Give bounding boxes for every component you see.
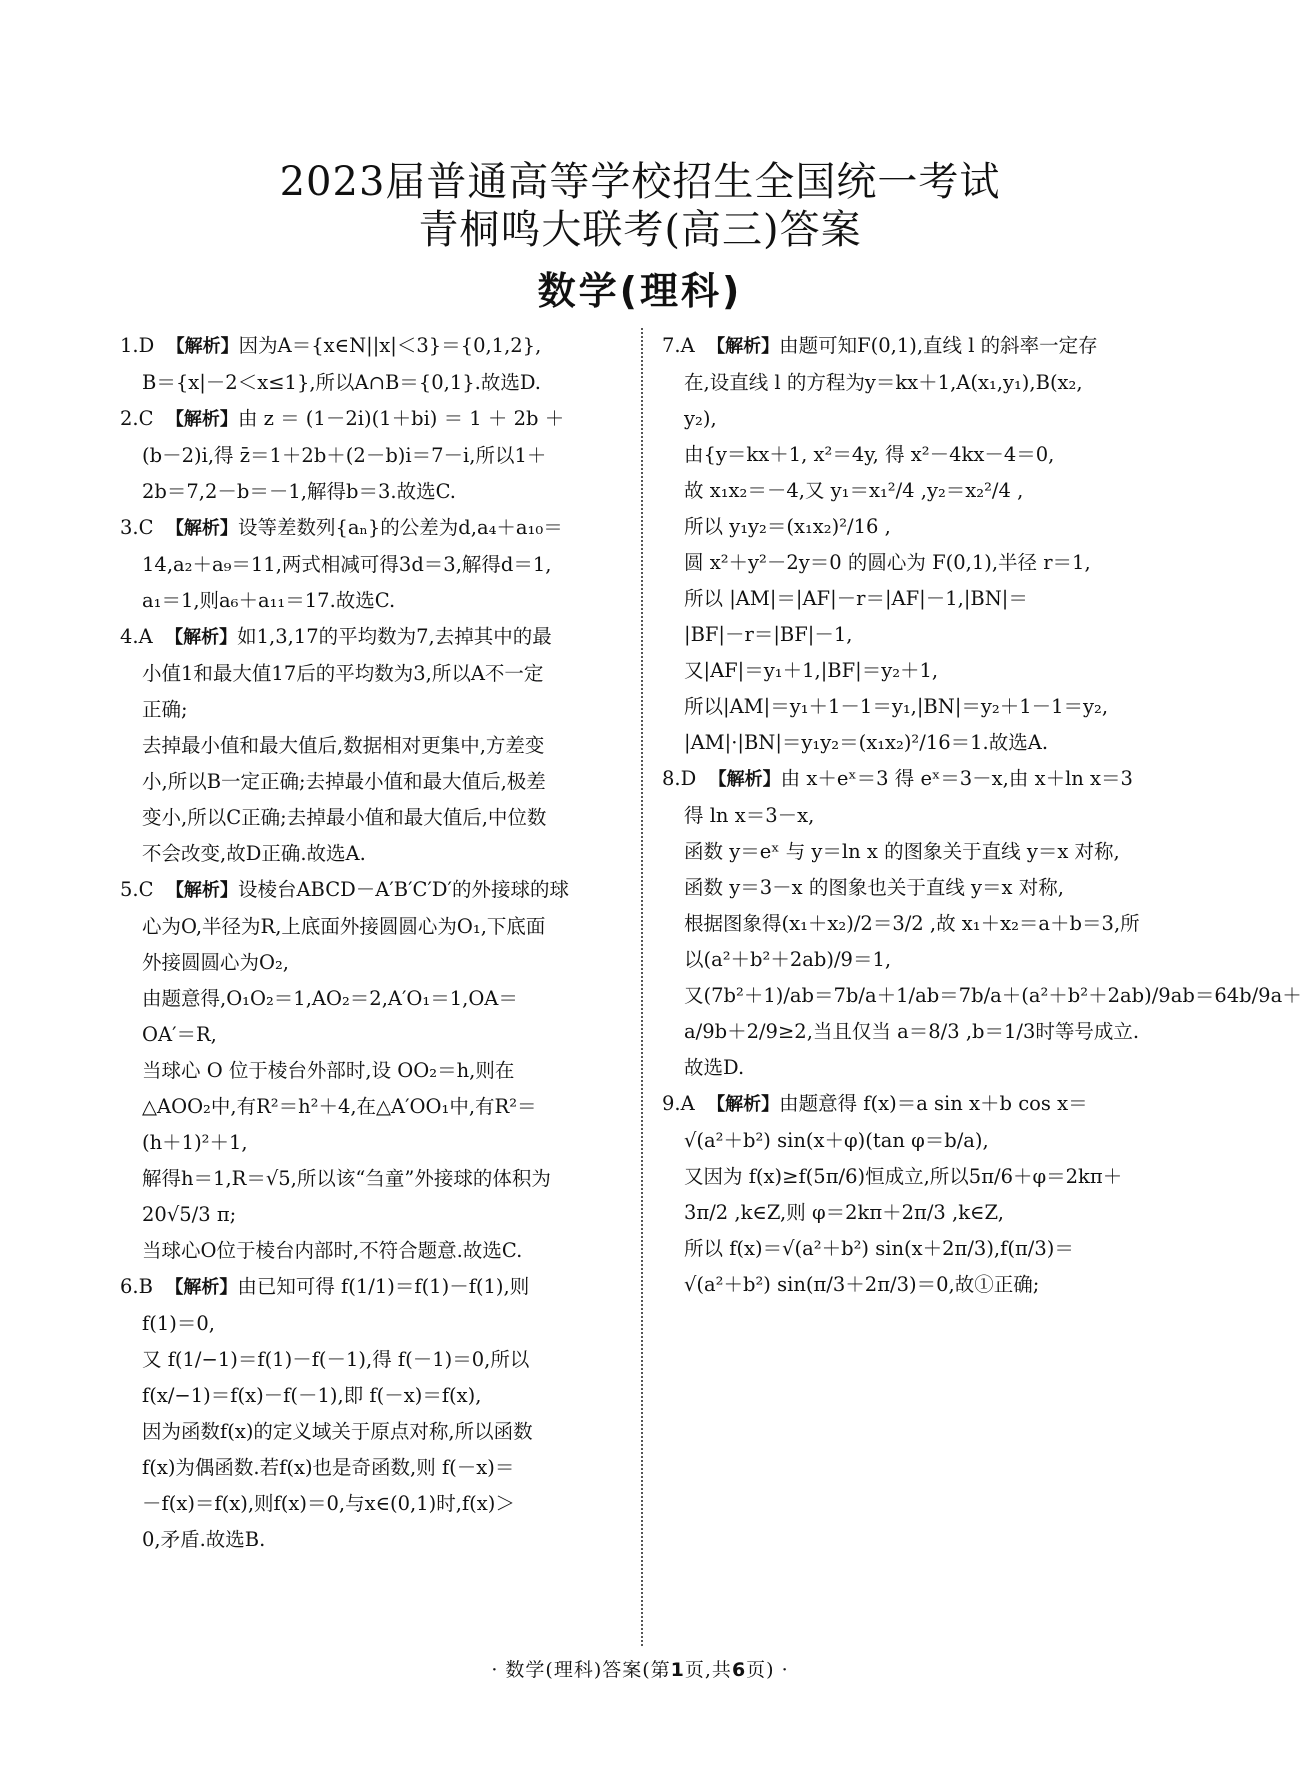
answer-item — [120, 401, 620, 510]
right-column — [662, 328, 1302, 1628]
answer-line: (b－2)i,得 z̄＝1＋2b＋(2－b)i＝7－i,所以1＋ — [142, 444, 547, 467]
answer-text: 因为A＝{x∈N||x|＜3}＝{0,1,2}, — [238, 334, 542, 357]
analysis-tag: 【解析】 — [166, 336, 239, 357]
answer-line: |AM|·|BN|＝y₁y₂＝(x₁x₂)²/16＝1.故选A. — [684, 731, 1049, 754]
analysis-tag: 【解析】 — [707, 1094, 780, 1115]
answer-item — [662, 761, 1302, 1086]
answer-line: 所以|AM|＝y₁＋1－1＝y₁,|BN|＝y₂＋1－1＝y₂, — [684, 695, 1109, 718]
answer-number: 8.D — [662, 767, 697, 790]
answer-text: 由题可知F(0,1),直线 l 的斜率一定存 — [779, 334, 1098, 357]
answer-line: 20√5/3 π; — [142, 1203, 237, 1226]
analysis-tag: 【解析】 — [165, 518, 238, 539]
answer-line: 函数 y＝3－x 的图象也关于直线 y＝x 对称, — [684, 876, 1064, 899]
answer-line: 所以 |AM|＝|AF|－r＝|AF|－1,|BN|＝ — [684, 587, 1028, 610]
answer-line: 圆 x²＋y²－2y＝0 的圆心为 F(0,1),半径 r＝1, — [684, 551, 1091, 574]
answer-text: 设等差数列{aₙ}的公差为d,a₄＋a₁₀＝ — [237, 516, 563, 539]
exam-subtitle: 青桐鸣大联考(高三)答案 — [418, 207, 862, 253]
answer-item — [120, 510, 620, 619]
column-divider — [641, 328, 643, 1646]
answer-first-line — [120, 872, 620, 909]
answer-line: f(1)＝0, — [142, 1312, 215, 1335]
footer-suffix: 页) · — [746, 1659, 789, 1681]
analysis-tag: 【解析】 — [707, 336, 780, 357]
answer-line: 以(a²＋b²＋2ab)/9＝1, — [684, 948, 892, 971]
answer-line: 3π/2 ,k∈Z,则 φ＝2kπ＋2π/3 ,k∈Z, — [684, 1201, 1004, 1224]
answer-line: 函数 y＝eˣ 与 y＝ln x 的图象关于直线 y＝x 对称, — [684, 840, 1120, 863]
answer-line: 因为函数f(x)的定义域关于原点对称,所以函数 — [142, 1420, 533, 1443]
answer-line: a/9b＋2/9≥2,当且仅当 a＝8/3 ,b＝1/3时等号成立. — [684, 1020, 1140, 1043]
analysis-tag: 【解析】 — [165, 627, 238, 648]
page-footer — [0, 1655, 1280, 1682]
answer-line: 由{y＝kx＋1, x²＝4y, 得 x²－4kx－4＝0, — [684, 443, 1055, 466]
answer-first-line — [662, 328, 1164, 365]
answer-line: △AOO₂中,有R²＝h²＋4,在△A′OO₁中,有R²＝ — [142, 1095, 537, 1118]
answer-item — [120, 619, 620, 872]
answer-item — [120, 328, 620, 401]
answer-line: B＝{x|－2＜x≤1},所以A∩B＝{0,1}.故选D. — [142, 371, 541, 394]
analysis-tag: 【解析】 — [165, 1277, 238, 1298]
answer-line: a₁＝1,则a₆＋a₁₁＝17.故选C. — [142, 589, 396, 612]
answer-number: 9.A — [662, 1092, 695, 1115]
answer-line: －f(x)＝f(x),则f(x)＝0,与x∈(0,1)时,f(x)＞ — [142, 1492, 515, 1515]
answer-line: 14,a₂＋a₉＝11,两式相减可得3d＝3,解得d＝1, — [142, 553, 552, 576]
answer-line: 当球心 O 位于棱台外部时,设 OO₂＝h,则在 — [142, 1059, 515, 1082]
left-column — [120, 328, 620, 1628]
answer-item — [120, 1269, 620, 1558]
answer-text: 由已知可得 f(1/1)＝f(1)－f(1),则 — [237, 1275, 530, 1298]
answer-first-line — [662, 1086, 1164, 1123]
answer-line: 所以 f(x)＝√(a²＋b²) sin(x＋2π/3),f(π/3)＝ — [684, 1237, 1074, 1260]
answer-line: y₂), — [684, 407, 717, 430]
answer-first-line — [120, 328, 620, 365]
subject-heading: 数学(理科) — [537, 269, 743, 313]
exam-title: 2023届普通高等学校招生全国统一考试 — [279, 159, 1001, 205]
answer-line: OA′＝R, — [142, 1023, 217, 1046]
answer-line: 0,矛盾.故选B. — [142, 1528, 266, 1551]
answer-line: 心为O,半径为R,上底面外接圆圆心为O₁,下底面 — [142, 915, 546, 938]
answer-number: 3.C — [120, 516, 154, 539]
answer-text: 由 x＋eˣ＝3 得 eˣ＝3－x,由 x＋ln x＝3 — [780, 767, 1133, 790]
answer-text: 由题意得 f(x)＝a sin x＋b cos x＝ — [779, 1092, 1088, 1115]
answer-line: 所以 y₁y₂＝(x₁x₂)²/16 , — [684, 515, 891, 538]
footer-page-number: 1 — [670, 1659, 685, 1681]
answer-first-line — [120, 510, 620, 547]
answer-item — [120, 872, 620, 1269]
answer-first-line — [662, 761, 1164, 798]
analysis-tag: 【解析】 — [165, 880, 238, 901]
answer-line: 变小,所以C正确;去掉最小值和最大值后,中位数 — [142, 806, 547, 829]
answer-first-line — [120, 619, 620, 656]
answer-line: 2b＝7,2－b＝－1,解得b＝3.故选C. — [142, 480, 456, 503]
answer-item — [662, 1086, 1164, 1303]
answer-line: 又(7b²＋1)/ab＝7b/a＋1/ab＝7b/a＋(a²＋b²＋2ab)/9ab＝64b/9a＋ — [684, 984, 1302, 1007]
answer-number: 5.C — [120, 878, 154, 901]
answer-line: (h＋1)²＋1, — [142, 1131, 248, 1154]
answer-line: 小,所以B一定正确;去掉最小值和最大值后,极差 — [142, 770, 546, 793]
answer-line: 得 ln x＝3－x, — [684, 804, 815, 827]
answer-text: 如1,3,17的平均数为7,去掉其中的最 — [237, 625, 552, 648]
answer-line: 根据图象得(x₁＋x₂)/2＝3/2 ,故 x₁＋x₂＝a＋b＝3,所 — [684, 912, 1140, 935]
answer-number: 7.A — [662, 334, 695, 357]
answer-line: f(x)为偶函数.若f(x)也是奇函数,则 f(－x)＝ — [142, 1456, 515, 1479]
footer-prefix: · 数学(理科)答案(第 — [491, 1659, 671, 1681]
answer-line: 在,设直线 l 的方程为y＝kx＋1,A(x₁,y₁),B(x₂, — [684, 371, 1083, 394]
answer-number: 2.C — [120, 407, 154, 430]
footer-middle: 页,共 — [684, 1659, 732, 1681]
analysis-tag: 【解析】 — [708, 769, 781, 790]
answer-line: 正确; — [142, 698, 188, 721]
answer-line: 由题意得,O₁O₂＝1,AO₂＝2,A′O₁＝1,OA＝ — [142, 987, 518, 1010]
answer-line: √(a²＋b²) sin(x＋φ)(tan φ＝b/a), — [684, 1129, 989, 1152]
answer-number: 6.B — [120, 1275, 153, 1298]
answer-line: |BF|－r＝|BF|－1, — [684, 623, 853, 646]
answer-line: 去掉最小值和最大值后,数据相对更集中,方差变 — [142, 734, 545, 757]
answer-line: 又|AF|＝y₁＋1,|BF|＝y₂＋1, — [684, 659, 939, 682]
answer-line: 小值1和最大值17后的平均数为3,所以A不一定 — [142, 662, 544, 685]
answer-first-line — [120, 1269, 620, 1306]
answer-line: 不会改变,故D正确.故选A. — [142, 842, 366, 865]
answer-text: 由 z ＝ (1－2i)(1＋bi) ＝ 1 ＋ 2b ＋ — [237, 407, 565, 430]
answer-line: 解得h＝1,R＝√5,所以该“刍童”外接球的体积为 — [142, 1167, 551, 1190]
answer-line: 故 x₁x₂＝－4,又 y₁＝x₁²/4 ,y₂＝x₂²/4 , — [684, 479, 1024, 502]
answer-number: 1.D — [120, 334, 155, 357]
answer-first-line — [120, 401, 620, 438]
answer-line: 当球心O位于棱台内部时,不符合题意.故选C. — [142, 1239, 523, 1262]
answer-line: 外接圆圆心为O₂, — [142, 951, 290, 974]
answer-line: 故选D. — [684, 1056, 745, 1079]
answer-line: f(x/−1)＝f(x)－f(－1),即 f(－x)＝f(x), — [142, 1384, 482, 1407]
answer-number: 4.A — [120, 625, 153, 648]
answer-line: 又因为 f(x)≥f(5π/6)恒成立,所以5π/6＋φ＝2kπ＋ — [684, 1165, 1123, 1188]
analysis-tag: 【解析】 — [165, 409, 238, 430]
answer-item — [662, 328, 1164, 761]
answer-text: 设棱台ABCD－A′B′C′D′的外接球的球 — [237, 878, 569, 901]
answer-line: √(a²＋b²) sin(π/3＋2π/3)＝0,故①正确; — [684, 1273, 1040, 1296]
footer-total-pages: 6 — [731, 1659, 747, 1681]
answer-line: 又 f(1/−1)＝f(1)－f(－1),得 f(－1)＝0,所以 — [142, 1348, 530, 1371]
